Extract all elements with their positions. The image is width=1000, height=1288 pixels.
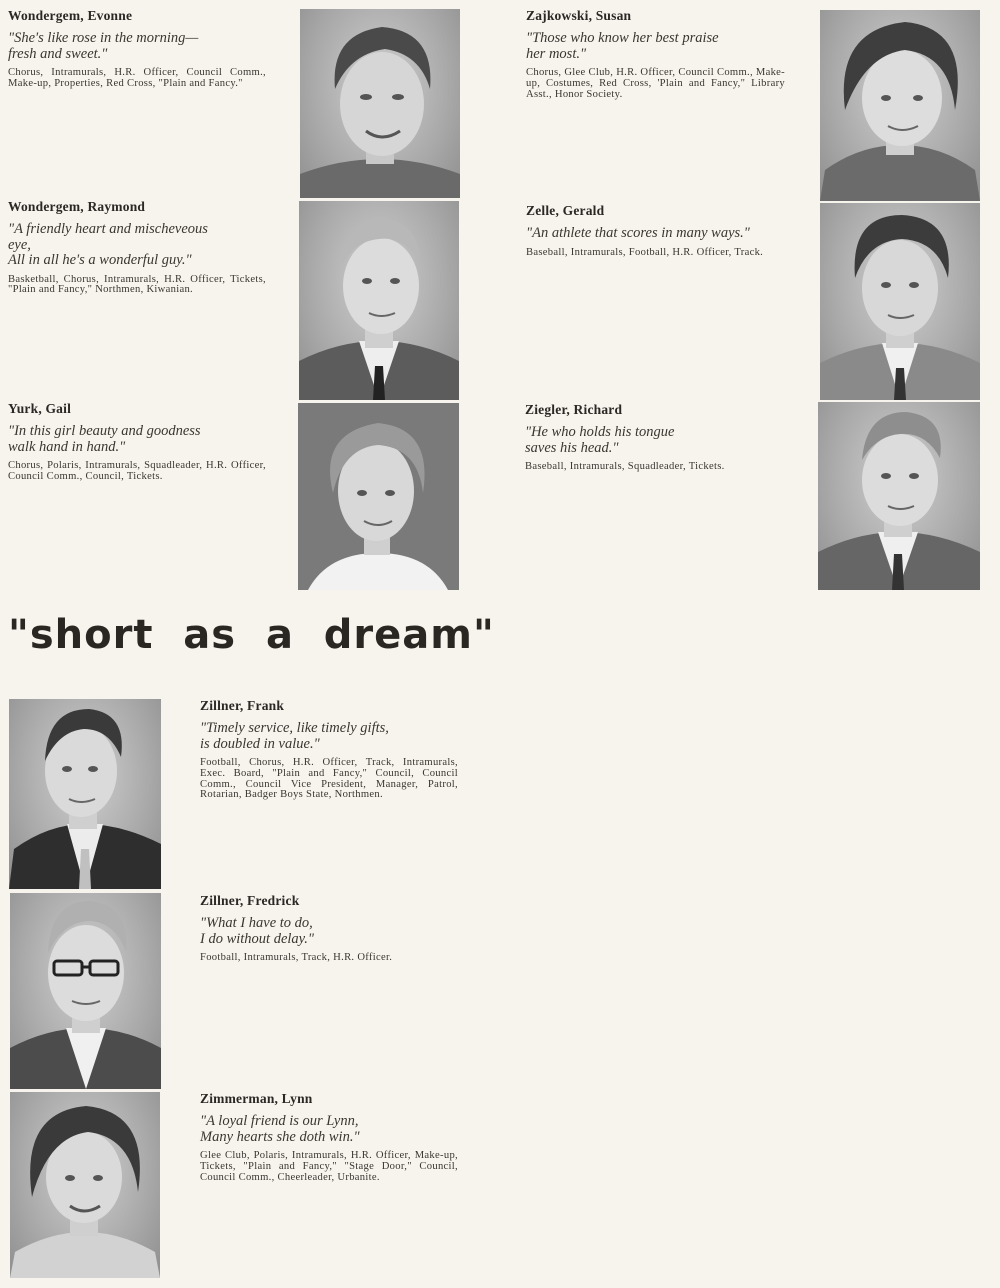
senior-entry-yurk-gail — [8, 401, 266, 483]
portrait-girl-short-dark-hair-icon — [10, 1092, 160, 1278]
senior-entry-wondergem-evonne — [8, 8, 266, 90]
senior-name: Zajkowski, Susan — [526, 8, 632, 23]
senior-entry-wondergem-raymond — [8, 199, 266, 296]
senior-quote: "A friendly heart and mischeveous eye, All in all he's a wonderful guy." — [8, 221, 208, 268]
senior-quote: "Timely service, like timely gifts, is doubled in value." — [200, 720, 389, 752]
portrait-boy-dark-suit-icon — [9, 699, 161, 889]
senior-photo-zelle-gerald — [820, 203, 980, 400]
senior-activities: Baseball, Intramurals, Football, H.R. Officer, Track. — [526, 246, 764, 258]
senior-quote: "In this girl beauty and goodness walk hand in hand." — [8, 423, 201, 455]
senior-name: Ziegler, Richard — [525, 402, 623, 417]
senior-entry-zajkowski-susan — [526, 8, 785, 100]
senior-name: Zimmerman, Lynn — [200, 1091, 313, 1106]
senior-entry-zillner-fredrick — [200, 893, 458, 964]
senior-photo-ziegler-richard — [818, 402, 980, 590]
senior-activities: Chorus, Polaris, Intramurals, Squadleader, H.R. Officer, Council Comm., Council, Tickets. — [8, 460, 266, 482]
senior-entry-zimmerman-lynn — [200, 1091, 458, 1183]
senior-photo-zillner-fredrick — [10, 893, 161, 1089]
senior-name: Wondergem, Evonne — [8, 8, 133, 23]
senior-activities: Football, Intramurals, Track, H.R. Officer. — [200, 952, 393, 963]
portrait-boy-tweed-jacket-icon — [299, 201, 459, 400]
senior-activities: Glee Club, Polaris, Intramurals, H.R. Officer, Make-up, Tickets, "Plain and Fancy," "Stage Door," Council, Council Comm., Cheerleader, Urbanite. — [200, 1150, 458, 1183]
senior-quote: "He who holds his tongue saves his head." — [525, 424, 675, 456]
senior-name: Yurk, Gail — [8, 401, 72, 416]
senior-photo-wondergem-evonne — [300, 9, 460, 198]
senior-name: Zillner, Frank — [200, 698, 285, 713]
senior-photo-yurk-gail — [298, 403, 459, 590]
senior-quote: "An athlete that scores in many ways." — [526, 225, 750, 241]
senior-photo-zimmerman-lynn — [10, 1092, 160, 1278]
portrait-girl-white-sweater-icon — [298, 403, 459, 590]
section-heading: "short as a dream" — [8, 612, 495, 658]
senior-quote: "What I have to do, I do without delay." — [200, 915, 315, 947]
portrait-girl-short-curls-icon — [300, 9, 460, 198]
senior-name: Zillner, Fredrick — [200, 893, 300, 908]
senior-activities: Baseball, Intramurals, Squadleader, Tickets. — [525, 461, 725, 472]
senior-entry-ziegler-richard — [525, 402, 785, 473]
senior-photo-wondergem-raymond — [299, 201, 459, 400]
senior-name: Wondergem, Raymond — [8, 199, 146, 214]
senior-quote: "She's like rose in the morning— fresh and sweet." — [8, 30, 199, 62]
senior-name: Zelle, Gerald — [526, 203, 605, 218]
portrait-boy-tweed-jacket-icon — [818, 402, 980, 590]
senior-photo-zajkowski-susan — [820, 10, 980, 201]
senior-activities: Chorus, Glee Club, H.R. Officer, Council Comm., Make-up, Costumes, Red Cross, 'Plain and Fancy," Library Asst., Honor Society. — [526, 67, 785, 100]
senior-activities: Football, Chorus, H.R. Officer, Track, Intramurals, Exec. Board, "Plain and Fancy," Council, Council Comm., Council Vice President, Manager, Patrol, Rotarian, Badger Boys State, Northmen. — [200, 757, 458, 801]
senior-photo-zillner-frank — [9, 699, 161, 889]
senior-activities: Chorus, Intramurals, H.R. Officer, Council Comm., Make-up, Properties, Red Cross, "Plain and Fancy." — [8, 67, 266, 89]
senior-activities: Basketball, Chorus, Intramurals, H.R. Officer, Tickets, "Plain and Fancy," Northmen, Kiwanian. — [8, 273, 266, 296]
senior-quote: "Those who know her best praise her most." — [526, 30, 719, 62]
senior-entry-zelle-gerald — [526, 203, 785, 258]
portrait-boy-curly-hair-icon — [820, 203, 980, 400]
senior-quote: "A loyal friend is our Lynn, Many hearts she doth win." — [200, 1113, 360, 1145]
portrait-girl-dark-hair-icon — [820, 10, 980, 201]
portrait-boy-glasses-icon — [10, 893, 161, 1089]
senior-entry-zillner-frank — [200, 698, 458, 801]
